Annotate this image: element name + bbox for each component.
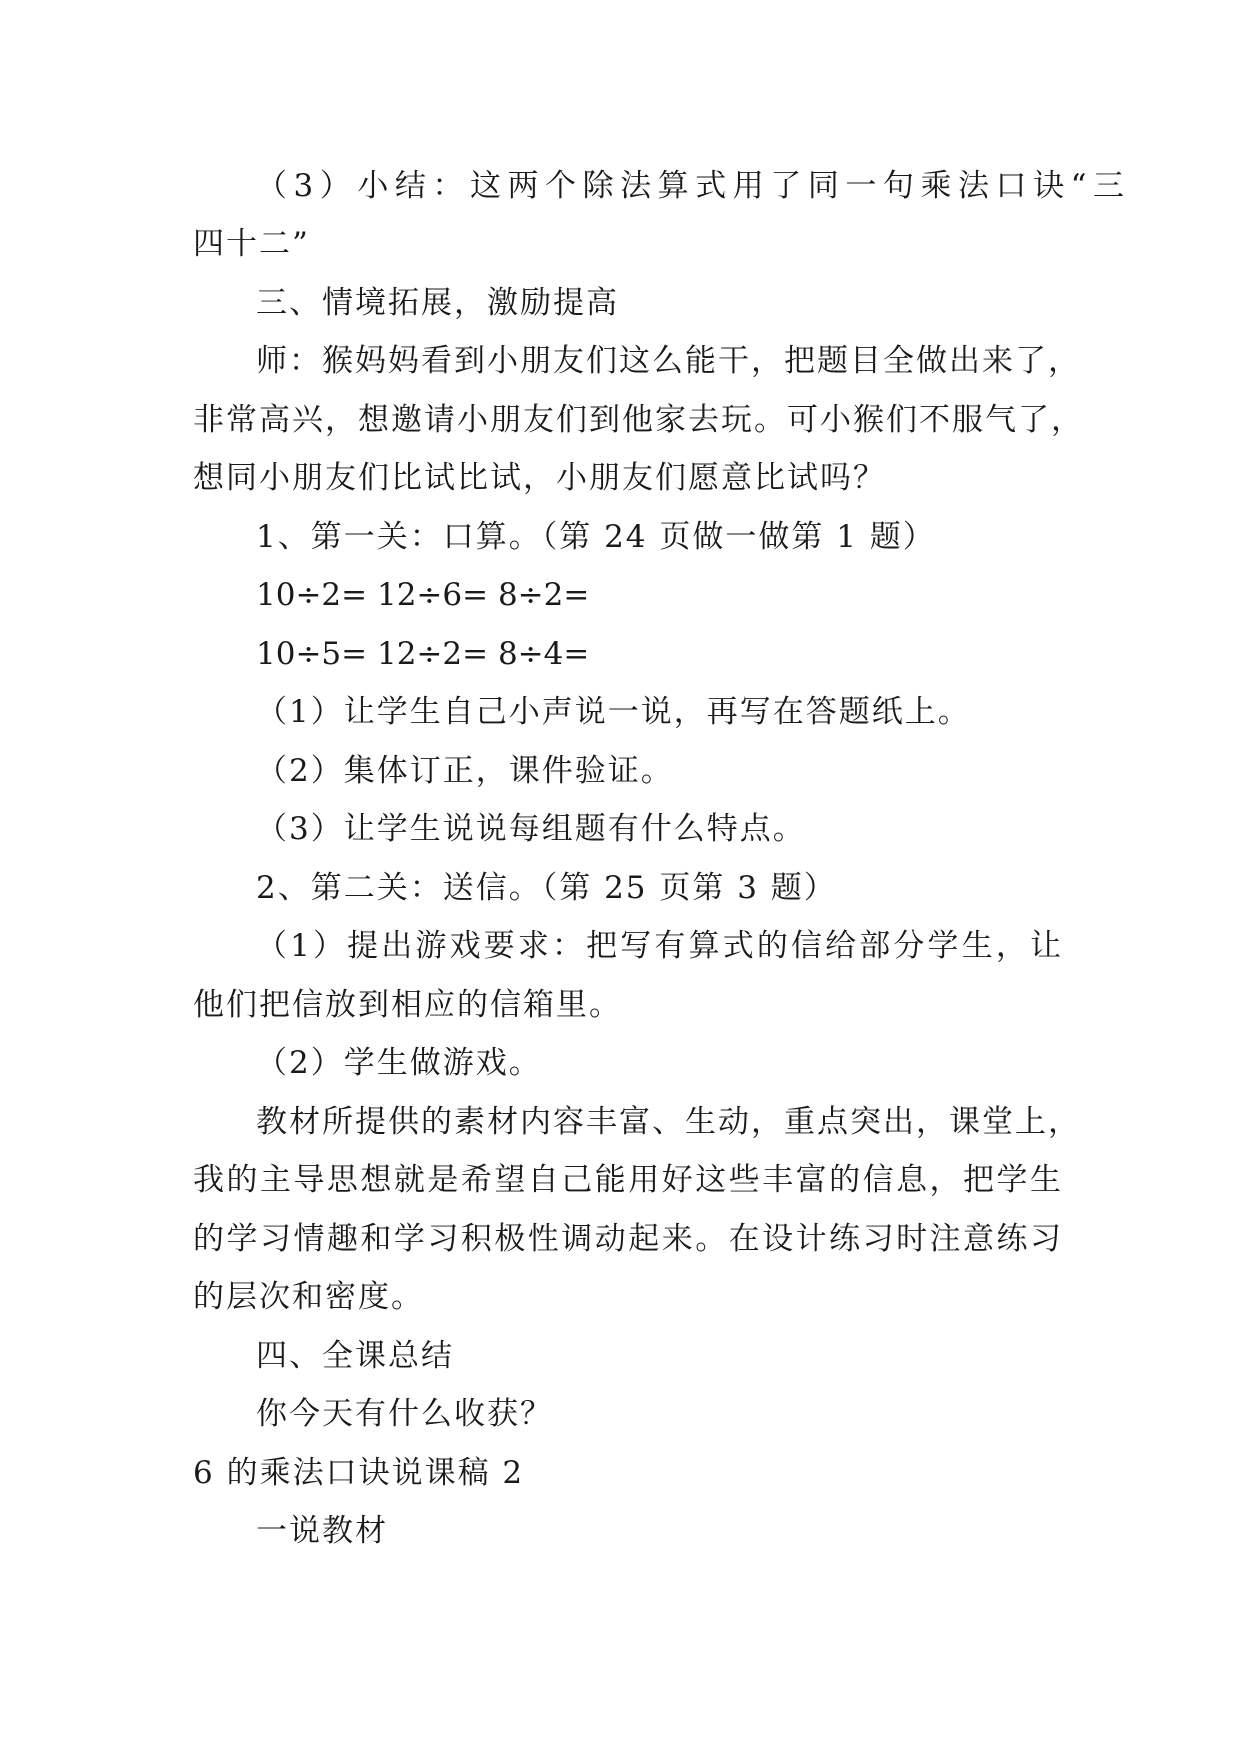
materials-paragraph-line-2: 我的主导思想就是希望自己能用好这些丰富的信息，把学生 xyxy=(193,1162,1063,1198)
teacher-paragraph-line-1: 师：猴妈妈看到小朋友们这么能干，把题目全做出来了， xyxy=(256,343,1081,379)
step-2-line: （2）集体订正，课件验证。 xyxy=(256,753,674,789)
teacher-paragraph-line-2: 非常高兴，想邀请小朋友们到他家去玩。可小猴们不服气了， xyxy=(193,402,1084,438)
game-rule-line-1: （1）提出游戏要求：把写有算式的信给部分学生，让 xyxy=(256,928,1063,964)
materials-paragraph-line-4: 的层次和密度。 xyxy=(193,1279,424,1315)
step-1-line: （1）让学生自己小声说一说，再写在答题纸上。 xyxy=(256,694,971,730)
paragraph-summary-line-1: （3）小结：这两个除法算式用了同一句乘法口诀“三 xyxy=(256,168,1126,204)
step-3-line: （3）让学生说说每组题有什么特点。 xyxy=(256,811,806,847)
document-title-2: 6 的乘法口诀说课稿 2 xyxy=(193,1455,525,1491)
level-two-heading: 2、第二关：送信。（第 25 页第 3 题） xyxy=(256,870,837,906)
question-line: 你今天有什么收获？ xyxy=(256,1396,553,1432)
level-one-heading: 1、第一关：口算。（第 24 页做一做第 1 题） xyxy=(256,519,936,555)
subsection-heading-textbook: 一说教材 xyxy=(256,1513,388,1549)
equations-row-1: 10÷2= 12÷6= 8÷2= xyxy=(256,577,590,613)
game-play-line: （2）学生做游戏。 xyxy=(256,1045,542,1081)
game-rule-line-2: 他们把信放到相应的信箱里。 xyxy=(193,987,622,1023)
equations-row-2: 10÷5= 12÷2= 8÷4= xyxy=(256,636,590,672)
paragraph-summary-line-2: 四十二” xyxy=(193,226,310,262)
materials-paragraph-line-3: 的学习情趣和学习积极性调动起来。在设计练习时注意练习 xyxy=(193,1221,1063,1257)
section-heading-4: 四、全课总结 xyxy=(256,1338,454,1374)
teacher-paragraph-line-3: 想同小朋友们比试比试，小朋友们愿意比试吗？ xyxy=(193,460,886,496)
section-heading-3: 三、情境拓展，激励提高 xyxy=(256,285,619,321)
materials-paragraph-line-1: 教材所提供的素材内容丰富、生动，重点突出，课堂上， xyxy=(256,1104,1081,1140)
